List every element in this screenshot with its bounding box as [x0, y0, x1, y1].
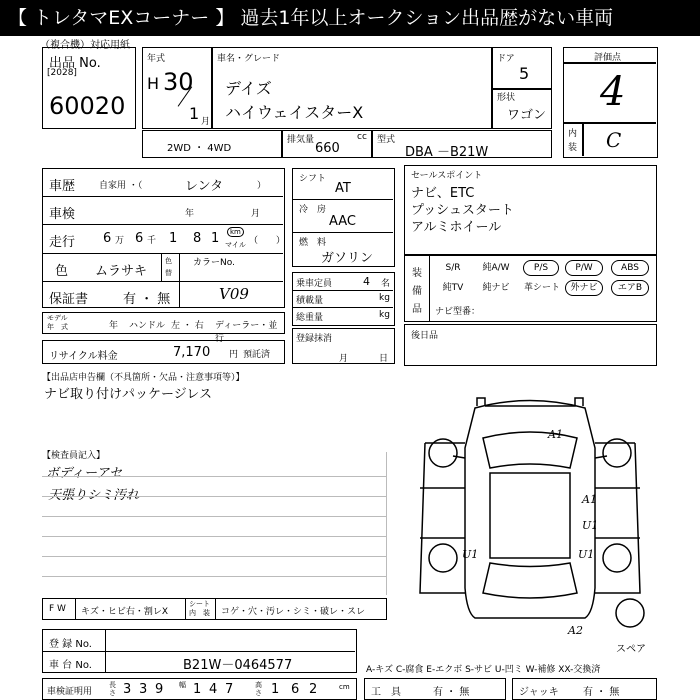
- jack-value: 有 ・ 無: [583, 687, 620, 698]
- spare-tire: [616, 599, 644, 627]
- recycle-row: [42, 340, 285, 364]
- car-right-side: [595, 443, 640, 593]
- recycle-label: リサイクル料金: [49, 351, 118, 362]
- equipment-label-2: 備: [412, 286, 422, 297]
- damage-mark-u1-right: U1: [578, 548, 595, 561]
- mileage-unit-mile: マイル: [225, 241, 246, 249]
- shape-value: ワゴン: [507, 108, 547, 123]
- model-value: DBA －B21W: [405, 145, 489, 160]
- equip-sr: S/R: [445, 263, 461, 273]
- expiry-box: [292, 328, 395, 364]
- inspection-year-unit: 年: [185, 209, 195, 219]
- mid-specs: [292, 168, 395, 267]
- spare-label: スペア: [616, 644, 646, 655]
- colorno-value: V09: [219, 285, 249, 303]
- height-1: 1: [271, 682, 280, 697]
- seat-text: コゲ・穴・汚レ・シミ・破レ・スレ: [221, 607, 366, 617]
- recycle-note: 預託済: [243, 350, 271, 360]
- width-2: 4: [209, 682, 218, 697]
- equip-pw: P/W: [565, 260, 603, 276]
- height-3: 2: [309, 682, 318, 697]
- wheel-rear-left: [429, 544, 457, 572]
- year-month: 1: [189, 104, 200, 123]
- fw-row: [42, 598, 387, 620]
- sales-point-2: プッシュスタート: [411, 203, 514, 218]
- height-label: 高さ: [255, 681, 262, 697]
- later-box: [404, 324, 657, 366]
- capacity-unit: 名: [381, 279, 391, 289]
- equipment-box: [404, 255, 657, 322]
- jack-label: ジャッキ: [519, 687, 559, 698]
- year-era: H: [147, 74, 160, 93]
- mileage-d1: 1: [169, 231, 178, 246]
- car-cabin: [490, 473, 570, 558]
- history-label: 車歴: [49, 179, 76, 194]
- cm-label: cm: [339, 683, 350, 691]
- color-value: ムラサキ: [95, 264, 148, 279]
- displacement-unit: cc: [357, 132, 367, 142]
- color-change-2: 替: [165, 269, 172, 277]
- recycle-value: 7,170: [173, 345, 211, 360]
- doors-label: ドア: [497, 54, 515, 64]
- declaration-label: 【出品店申告欄（不具箇所・欠品・注意事項等）】: [42, 373, 245, 383]
- warranty-label: 保証書: [49, 292, 89, 307]
- car-diagram: [405, 388, 655, 638]
- model-year-label-2: 年 式: [47, 323, 68, 331]
- car-left-side: [420, 443, 465, 593]
- history-value: レンタ: [185, 179, 224, 194]
- lot-label: 出品 No.: [49, 56, 101, 71]
- sales-points-box: [404, 165, 657, 255]
- tools-label: 工 具: [371, 687, 401, 698]
- model-year-row: [42, 312, 285, 344]
- year-label: 年式: [147, 54, 166, 64]
- certificate-label: 車検証明用: [47, 687, 93, 697]
- mileage-sen: 6: [135, 231, 144, 246]
- equip-aw: 純A/W: [482, 263, 510, 273]
- dealer-label: ディーラー・並行: [215, 321, 278, 344]
- equip-ps: P/S: [523, 260, 559, 276]
- length-2: 3: [139, 682, 148, 697]
- score-box: [563, 47, 658, 158]
- car-roof-outline: [477, 398, 583, 406]
- car-grade: ハイウェイスターX: [225, 103, 364, 122]
- tools-value: 有 ・ 無: [433, 687, 470, 698]
- shape-label: 形状: [497, 93, 516, 103]
- page-header: [0, 0, 700, 36]
- weight-label: 総重量: [296, 313, 324, 323]
- fw-label: F W: [49, 604, 66, 614]
- length-3: 9: [155, 682, 164, 697]
- seat-label-1: シート: [189, 600, 210, 608]
- model-year-unit: 年: [109, 321, 119, 331]
- fuel-label: 燃 料: [299, 238, 327, 248]
- inspector-note-1: ボディーアセ: [46, 466, 123, 481]
- length-1: 3: [123, 682, 132, 697]
- year-value: 30: [163, 68, 194, 96]
- mileage-man: 6: [103, 231, 112, 246]
- seat-label-2: 内 装: [189, 609, 210, 617]
- length-label: 長さ: [109, 681, 116, 697]
- interior-label-1: 内: [568, 129, 578, 139]
- mileage-unit-km: km: [227, 227, 244, 237]
- inspection-label: 車検: [49, 207, 76, 222]
- width-label: 幅: [179, 681, 186, 689]
- model-year-label-1: モデル: [47, 314, 68, 322]
- capacity-value: 4: [363, 275, 370, 288]
- color-label: 色: [55, 264, 69, 279]
- handle-value: 左 ・ 右: [171, 321, 204, 331]
- drive-value: 2WD ・ 4WD: [167, 143, 232, 154]
- equip-navi: 純ナビ: [482, 283, 510, 293]
- interior-label-2: 装: [568, 143, 578, 153]
- later-label: 後日品: [411, 331, 439, 341]
- height-2: 6: [291, 682, 300, 697]
- equip-leather: 革シート: [524, 283, 561, 293]
- certificate-row: [42, 678, 357, 700]
- equipment-label-1: 装: [412, 268, 422, 279]
- equipment-label-3: 品: [412, 304, 422, 315]
- damage-legend: A-キズ C-腐食 E-エクボ S-サビ U-凹ミ W-補修 XX-交換済: [366, 665, 601, 675]
- handle-label: ハンドル: [129, 321, 166, 331]
- mileage-d2: 8: [193, 231, 202, 246]
- car-rear-window: [483, 563, 577, 598]
- spec-row: [142, 130, 552, 158]
- expiry-label: 登録抹消: [296, 334, 333, 344]
- inspector-label: 【検査員記入】: [42, 451, 106, 461]
- damage-mark-u1-side: U1: [582, 519, 599, 532]
- registration-table: [42, 629, 357, 673]
- mileage-sen-unit: 千: [147, 236, 157, 246]
- history-options: 自家用 ・（: [99, 181, 143, 191]
- load-label: 積載量: [296, 296, 324, 306]
- weight-unit: kg: [379, 310, 390, 320]
- score-value: 4: [600, 69, 626, 115]
- car-mirrors: [453, 456, 607, 458]
- model-label: 型式: [377, 135, 396, 145]
- damage-mark-u1-left: U1: [462, 548, 479, 561]
- details-table: [42, 168, 285, 308]
- capacity-label: 乗車定員: [296, 279, 333, 289]
- load-unit: kg: [379, 293, 390, 303]
- displacement-value: 660: [315, 141, 340, 156]
- car-name: デイズ: [225, 79, 272, 98]
- damage-mark-a1-side: A1: [582, 493, 597, 506]
- mileage-paren: （ ）: [249, 236, 286, 246]
- colorno-label: カラーNo.: [193, 258, 235, 268]
- lot-code: [2028]: [47, 68, 77, 78]
- width-3: 7: [225, 682, 234, 697]
- expiry-day: 日: [379, 354, 389, 364]
- interior-value: C: [606, 128, 622, 152]
- navi-model-label: ナビ型番：: [435, 307, 481, 317]
- sales-point-1: ナビ、ETC: [411, 186, 475, 201]
- subheader: （複合機）対応用紙: [40, 40, 130, 51]
- inspection-month-unit: 月: [251, 209, 261, 219]
- equip-abs: ABS: [611, 260, 649, 276]
- score-label: 評価点: [594, 53, 622, 63]
- mileage-d3: 1: [211, 231, 220, 246]
- mileage-man-unit: 万: [115, 236, 125, 246]
- equip-ext-navi: 外ナビ: [565, 280, 603, 296]
- lot-box: [42, 47, 136, 129]
- sales-point-3: アルミホイール: [411, 220, 502, 235]
- expiry-month: 月: [339, 354, 349, 364]
- damage-mark-a1-hood: A1: [548, 428, 563, 441]
- fuel-value: ガソリン: [321, 251, 374, 266]
- capacity-table: [292, 272, 395, 326]
- sales-points-label: セールスポイント: [411, 171, 483, 181]
- chassis-value: B21W－0464577: [183, 658, 293, 673]
- width-1: 1: [193, 682, 202, 697]
- equip-tv: 純TV: [442, 283, 464, 293]
- warranty-value: 有 ・ 無: [123, 292, 171, 307]
- name-label: 車名・グレード: [217, 54, 281, 64]
- shift-label: シフト: [299, 174, 327, 184]
- aircon-value: AAC: [329, 214, 356, 229]
- aircon-label: 冷 房: [299, 205, 327, 215]
- tools-row: [364, 678, 506, 700]
- equip-airbag: エアB: [611, 280, 649, 296]
- header-title: 【 トレタマEXコーナー 】 過去1年以上オークション出品歴がない車両: [8, 7, 614, 29]
- mileage-label: 走行: [49, 235, 76, 250]
- doors-value: 5: [519, 64, 530, 83]
- damage-mark-a2-rear: A2: [568, 624, 583, 637]
- wheel-rear-right: [603, 544, 631, 572]
- color-change-1: 色: [165, 257, 172, 265]
- inspector-note-2: 天張りシミ汚れ: [48, 488, 140, 503]
- fw-text: キズ・ヒビ右・割レX: [81, 607, 168, 617]
- chassis-label: 車 台 No.: [49, 660, 92, 671]
- year-month-unit: 月: [201, 117, 211, 127]
- shift-value: AT: [335, 181, 351, 196]
- history-close: ）: [257, 181, 267, 191]
- recycle-unit: 円: [229, 350, 239, 360]
- lot-number: 60020: [49, 92, 126, 120]
- displacement-label: 排気量: [287, 135, 315, 145]
- declaration-text: ナビ取り付けパッケージレス: [44, 387, 213, 402]
- registration-label: 登 録 No.: [49, 639, 92, 650]
- year-name-box: [142, 47, 552, 129]
- jack-row: [512, 678, 657, 700]
